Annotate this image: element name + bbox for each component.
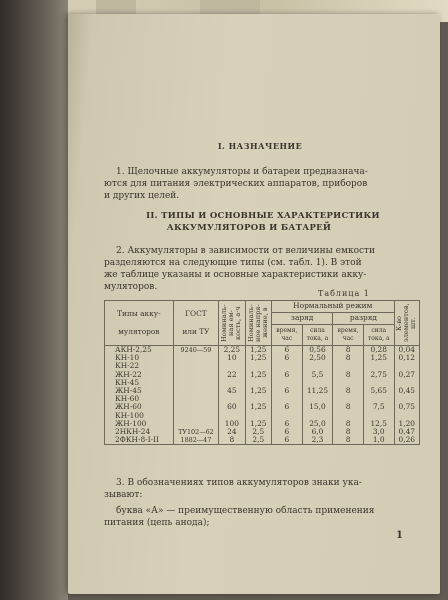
col-header-discharge-current: сила тока, а bbox=[363, 325, 394, 346]
table-cell-dt: 8 bbox=[333, 403, 364, 411]
section3-item-line-1: буква «А» — преимущественную область применения bbox=[116, 506, 375, 516]
table-cell-type: АКН-2,25 bbox=[105, 346, 174, 355]
table-cell-gost bbox=[173, 354, 218, 362]
section1-title: I. НАЗНАЧЕНИЕ bbox=[217, 141, 303, 151]
section2-line-1: 2. Аккумуляторы в зависимости от величины емкости bbox=[116, 246, 376, 256]
table-cell-dt: 8 bbox=[333, 346, 364, 355]
table-cell-type: ЖН-60 bbox=[105, 403, 174, 411]
table-cell-volt: 1,25 bbox=[245, 371, 271, 379]
battery-types-table bbox=[104, 300, 420, 445]
table-cell-gost bbox=[173, 371, 218, 379]
col-header-charge-time: время, час bbox=[271, 325, 302, 346]
table-cell-cc: 15,0 bbox=[302, 403, 333, 411]
col-header-discharge-time: время, час bbox=[333, 325, 364, 346]
col-header-charge-current: сила тока, а bbox=[302, 325, 333, 346]
table-cell-type: ЖН-22 bbox=[105, 371, 174, 379]
table-cell-gost: ТУ102—62 bbox=[173, 428, 218, 436]
background-strip bbox=[96, 0, 136, 14]
section1-line-2: ются для питания электрических аппаратов, приборов bbox=[104, 179, 368, 189]
col-header-charge: заряд bbox=[271, 313, 332, 325]
col-header-count: К-во элементов, шт. bbox=[394, 301, 419, 346]
table-cell-volt: 1,25 bbox=[245, 387, 271, 395]
table-cell-dt: 8 bbox=[333, 387, 364, 395]
table-cell-volt: 2,5 bbox=[245, 428, 271, 436]
table-cell-dt: 8 bbox=[333, 420, 364, 428]
background-strip bbox=[200, 0, 260, 14]
table-surface bbox=[0, 0, 68, 600]
section2-title-2: АККУМУЛЯТОРОВ И БАТАРЕЙ bbox=[166, 223, 332, 233]
table-row bbox=[105, 436, 420, 445]
table-cell-dc: 7,5 bbox=[363, 403, 394, 411]
section3-line-1: 3. В обозначениях типов аккумуляторов знаки ука- bbox=[116, 478, 362, 488]
table-cell-type: ЖН-45 bbox=[105, 387, 174, 395]
table-cell-dc: 2,75 bbox=[363, 371, 394, 379]
table-cell-cc: 5,5 bbox=[302, 371, 333, 379]
table-cell-cap: 22 bbox=[219, 371, 245, 379]
table-cell-dc: 3,0 bbox=[363, 428, 394, 436]
table-cell-gost bbox=[173, 379, 218, 387]
table-cell-cc: 25,0 bbox=[302, 420, 333, 428]
table-cell-cc: 6,0 bbox=[302, 428, 333, 436]
table-cell-cc: 2,50 bbox=[302, 354, 333, 362]
table-cell-ct: 6 bbox=[271, 436, 302, 445]
table-cell-gost bbox=[173, 420, 218, 428]
table-cell-cap: 24 bbox=[219, 428, 245, 436]
section2-line-2: разделяются на следующие типы (см. табл. 1). В этой bbox=[104, 258, 362, 268]
table-cell-type: КН-22 bbox=[105, 362, 174, 370]
table-cell-type: КН-100 bbox=[105, 412, 174, 420]
table-cell-ct: 6 bbox=[271, 346, 302, 355]
table-cell-dt: 8 bbox=[333, 354, 364, 362]
table-cell-dc: 1,25 bbox=[363, 354, 394, 362]
table-row bbox=[105, 403, 420, 411]
table-cell-cap: 8 bbox=[219, 436, 245, 445]
col-header-capacity: Номиналь-ная ем-кость, а·ч bbox=[219, 301, 245, 346]
table-cell-n: 0,26 bbox=[394, 436, 419, 445]
table-cell-dc: 0,28 bbox=[363, 346, 394, 355]
table-cell-type: 2НКН-24 bbox=[105, 428, 174, 436]
table-caption: Таблица 1 bbox=[318, 289, 370, 298]
table-cell-type: КН-45 bbox=[105, 379, 174, 387]
col-header-types: Типы акку- муляторов bbox=[105, 301, 174, 346]
section2-line-4: муляторов. bbox=[104, 282, 158, 292]
table-cell-n: 0,27 bbox=[394, 371, 419, 379]
col-header-voltage: Номиналь-ное напря-жение, в bbox=[245, 301, 271, 346]
table-cell-type: 2ФКН-8-I-II bbox=[105, 436, 174, 445]
table-row bbox=[105, 354, 420, 362]
table-cell-cap: 100 bbox=[219, 420, 245, 428]
table-cell-ct: 6 bbox=[271, 354, 302, 362]
table-cell-gost bbox=[173, 403, 218, 411]
table-cell-cap: 60 bbox=[219, 403, 245, 411]
table-cell-gost bbox=[173, 395, 218, 403]
table-cell-volt: 1,25 bbox=[245, 420, 271, 428]
table-cell-dc: 12,5 bbox=[363, 420, 394, 428]
table-cell-type: ЖН-100 bbox=[105, 420, 174, 428]
col-header-gost: ГОСТ или ТУ bbox=[173, 301, 218, 346]
table-cell-n: 0,04 bbox=[394, 346, 419, 355]
table-cell-ct: 6 bbox=[271, 420, 302, 428]
table-cell-type: КН-60 bbox=[105, 395, 174, 403]
table-cell-ct: 6 bbox=[271, 371, 302, 379]
section1-line-1: 1. Щелочные аккумуляторы и батареи предназнача- bbox=[116, 167, 368, 177]
table-cell-gost: 9240—59 bbox=[173, 346, 218, 355]
table-cell-cap: 45 bbox=[219, 387, 245, 395]
table-cell-cc: 2,3 bbox=[302, 436, 333, 445]
table-cell-volt: 1,25 bbox=[245, 354, 271, 362]
table-cell-gost: 1882—47 bbox=[173, 436, 218, 445]
table-cell-dt: 8 bbox=[333, 436, 364, 445]
table-cell-volt: 1,25 bbox=[245, 346, 271, 355]
table-cell-gost bbox=[173, 387, 218, 395]
section1-line-3: и других целей. bbox=[104, 191, 180, 201]
table-cell-gost bbox=[173, 362, 218, 370]
section3-item-line-2: питания (цепь анода); bbox=[104, 518, 210, 528]
col-header-discharge: разряд bbox=[333, 313, 394, 325]
table-cell-volt: 2,5 bbox=[245, 436, 271, 445]
page-number: 1 bbox=[396, 530, 403, 541]
col-header-normal-mode: Нормальный режим bbox=[271, 301, 394, 313]
table-cell-ct: 6 bbox=[271, 387, 302, 395]
table-cell-dt: 8 bbox=[333, 428, 364, 436]
table-cell-n: 0,12 bbox=[394, 354, 419, 362]
table-cell-dc: 5,65 bbox=[363, 387, 394, 395]
table-cell-cc: 11,25 bbox=[302, 387, 333, 395]
section2-title-1: II. ТИПЫ И ОСНОВНЫЕ ХАРАКТЕРИСТИКИ bbox=[146, 211, 380, 221]
table-cell-n: 0,47 bbox=[394, 428, 419, 436]
table-cell-cap: 2,25 bbox=[219, 346, 245, 355]
table-cell-gost bbox=[173, 412, 218, 420]
table-cell-dc: 1,0 bbox=[363, 436, 394, 445]
table-cell-n: 0,45 bbox=[394, 387, 419, 395]
table-cell-n: 1,20 bbox=[394, 420, 419, 428]
section2-line-3: же таблице указаны и основные характеристики акку- bbox=[104, 270, 367, 280]
table-cell-type: КН-10 bbox=[105, 354, 174, 362]
table-row bbox=[105, 371, 420, 379]
table-cell-ct: 6 bbox=[271, 428, 302, 436]
table-row bbox=[105, 387, 420, 395]
section3-line-2: зывают: bbox=[104, 490, 143, 500]
table-cell-n: 0,75 bbox=[394, 403, 419, 411]
table-cell-ct: 6 bbox=[271, 403, 302, 411]
table-cell-cc: 0,56 bbox=[302, 346, 333, 355]
table-cell-dt: 8 bbox=[333, 371, 364, 379]
table-cell-volt: 1,25 bbox=[245, 403, 271, 411]
table-cell-cap: 10 bbox=[219, 354, 245, 362]
